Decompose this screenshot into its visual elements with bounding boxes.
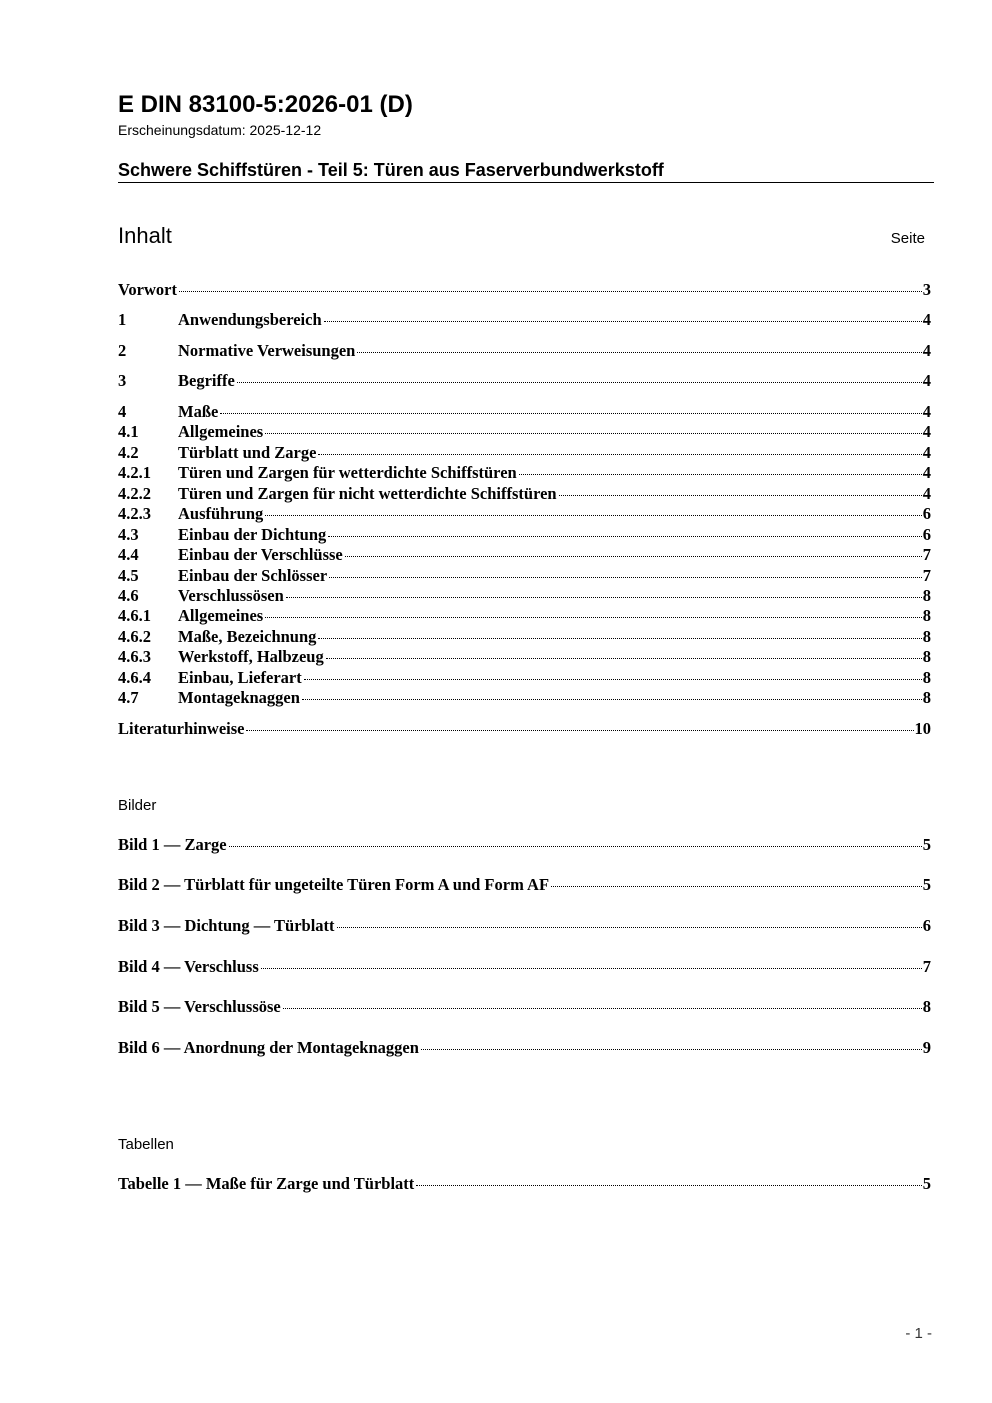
document-title: Schwere Schiffstüren - Teil 5: Türen aus Faserverbundwerkstoff bbox=[118, 160, 664, 180]
toc-page: 4 bbox=[922, 422, 931, 441]
dot-leader bbox=[302, 699, 922, 700]
toc-page: 8 bbox=[922, 668, 931, 687]
toc-title: Werkstoff, Halbzeug bbox=[178, 647, 324, 666]
table-title: Tabelle 1 — Maße für Zarge und Türblatt bbox=[118, 1174, 415, 1193]
toc-title: Ausführung bbox=[178, 504, 264, 523]
toc-page: 4 bbox=[922, 402, 931, 421]
figure-page: 6 bbox=[922, 916, 931, 935]
toc-title: Montageknaggen bbox=[178, 688, 300, 707]
dot-leader bbox=[318, 454, 921, 455]
page-column-label: Seite bbox=[890, 230, 925, 247]
toc-entry[interactable] bbox=[118, 586, 931, 606]
figure-entry[interactable] bbox=[118, 1038, 931, 1058]
toc-entry[interactable] bbox=[118, 627, 931, 647]
toc-entry[interactable] bbox=[118, 545, 931, 565]
figure-page: 5 bbox=[922, 875, 931, 894]
figure-title: Bild 2 — Türblatt für ungeteilte Türen Form A und Form AF bbox=[118, 875, 550, 894]
page-number: - 1 - bbox=[905, 1325, 932, 1342]
publication-date: Erscheinungsdatum: 2025-12-12 bbox=[118, 122, 322, 138]
dot-leader bbox=[421, 1049, 922, 1050]
toc-number: 4.2 bbox=[118, 443, 139, 462]
dot-leader bbox=[229, 846, 922, 847]
toc-number: 4 bbox=[118, 402, 127, 421]
toc-entry[interactable] bbox=[118, 688, 931, 708]
dot-leader bbox=[265, 617, 922, 618]
toc-page: 4 bbox=[922, 371, 931, 390]
dot-leader bbox=[329, 577, 922, 578]
contents-heading: Inhalt bbox=[118, 223, 172, 248]
toc-page: 8 bbox=[922, 627, 931, 646]
toc-title: Einbau der Verschlüsse bbox=[178, 545, 343, 564]
table-entry[interactable] bbox=[118, 1174, 931, 1194]
dot-leader bbox=[246, 730, 913, 731]
toc-title: Maße bbox=[178, 402, 219, 421]
toc-entry[interactable] bbox=[118, 525, 931, 545]
dot-leader bbox=[283, 1008, 922, 1009]
figure-entry[interactable] bbox=[118, 957, 931, 977]
toc-page: 4 bbox=[922, 443, 931, 462]
toc-title: Türen und Zargen für wetterdichte Schiffstüren bbox=[178, 463, 517, 482]
toc-entry[interactable] bbox=[118, 341, 931, 361]
dot-leader bbox=[337, 927, 922, 928]
figures-heading: Bilder bbox=[118, 797, 157, 814]
figure-entry[interactable] bbox=[118, 875, 931, 895]
dot-leader bbox=[357, 352, 921, 353]
figure-title: Bild 6 — Anordnung der Montageknaggen bbox=[118, 1038, 419, 1057]
toc-title: Anwendungsbereich bbox=[178, 310, 322, 329]
dot-leader bbox=[318, 638, 921, 639]
figure-entry[interactable] bbox=[118, 916, 931, 936]
toc-page: 8 bbox=[922, 688, 931, 707]
dot-leader bbox=[237, 382, 922, 383]
figure-page: 9 bbox=[922, 1038, 931, 1057]
toc-title: Verschlussösen bbox=[178, 586, 284, 605]
toc-number: 4.5 bbox=[118, 566, 139, 585]
toc-number: 4.2.1 bbox=[118, 463, 151, 482]
toc-number: 4.2.2 bbox=[118, 484, 151, 503]
toc-title: Vorwort bbox=[118, 280, 177, 299]
figure-title: Bild 1 — Zarge bbox=[118, 835, 227, 854]
toc-title: Allgemeines bbox=[178, 606, 264, 625]
dot-leader bbox=[220, 413, 921, 414]
toc-title: Maße, Bezeichnung bbox=[178, 627, 317, 646]
toc-title: Normative Verweisungen bbox=[178, 341, 356, 360]
toc-entry[interactable] bbox=[118, 443, 931, 463]
toc-entry[interactable] bbox=[118, 719, 931, 739]
toc-title: Einbau der Schlösser bbox=[178, 566, 328, 585]
toc-number: 4.6.2 bbox=[118, 627, 151, 646]
toc-entry[interactable] bbox=[118, 422, 931, 442]
toc-page: 7 bbox=[922, 545, 931, 564]
toc-entry[interactable] bbox=[118, 280, 931, 300]
toc-entry[interactable] bbox=[118, 504, 931, 524]
figure-page: 8 bbox=[922, 997, 931, 1016]
dot-leader bbox=[324, 321, 922, 322]
toc-entry[interactable] bbox=[118, 668, 931, 688]
toc-number: 4.6 bbox=[118, 586, 139, 605]
dot-leader bbox=[326, 658, 922, 659]
toc-title: Einbau, Lieferart bbox=[178, 668, 302, 687]
toc-page: 4 bbox=[922, 310, 931, 329]
toc-page: 4 bbox=[922, 341, 931, 360]
toc-number: 4.7 bbox=[118, 688, 139, 707]
toc-page: 7 bbox=[922, 566, 931, 585]
document-id: E DIN 83100-5:2026-01 (D) bbox=[118, 91, 413, 118]
dot-leader bbox=[559, 495, 922, 496]
dot-leader bbox=[265, 515, 921, 516]
toc-entry[interactable] bbox=[118, 402, 931, 422]
title-divider bbox=[118, 182, 934, 183]
toc-title: Türen und Zargen für nicht wetterdichte Schiffstüren bbox=[178, 484, 557, 503]
toc-number: 4.6.4 bbox=[118, 668, 151, 687]
toc-page: 6 bbox=[922, 504, 931, 523]
toc-page: 10 bbox=[914, 719, 931, 738]
dot-leader bbox=[265, 433, 922, 434]
toc-entry[interactable] bbox=[118, 371, 931, 391]
toc-page: 8 bbox=[922, 647, 931, 666]
dot-leader bbox=[261, 968, 922, 969]
figure-page: 5 bbox=[922, 835, 931, 854]
toc-number: 1 bbox=[118, 310, 127, 329]
toc-page: 4 bbox=[922, 463, 931, 482]
dot-leader bbox=[519, 474, 922, 475]
toc-number: 4.4 bbox=[118, 545, 139, 564]
table-page: 5 bbox=[922, 1174, 931, 1193]
figure-page: 7 bbox=[922, 957, 931, 976]
figure-title: Bild 3 — Dichtung — Türblatt bbox=[118, 916, 335, 935]
dot-leader bbox=[345, 556, 922, 557]
toc-title: Einbau der Dichtung bbox=[178, 525, 327, 544]
dot-leader bbox=[179, 291, 922, 292]
figure-title: Bild 5 — Verschlussöse bbox=[118, 997, 281, 1016]
dot-leader bbox=[551, 886, 922, 887]
toc-entry[interactable] bbox=[118, 566, 931, 586]
toc-entry[interactable] bbox=[118, 310, 931, 330]
toc-number: 4.6.3 bbox=[118, 647, 151, 666]
figure-entry[interactable] bbox=[118, 997, 931, 1017]
toc-entry[interactable] bbox=[118, 484, 931, 504]
figure-entry[interactable] bbox=[118, 835, 931, 855]
toc-number: 2 bbox=[118, 341, 127, 360]
toc-number: 4.1 bbox=[118, 422, 139, 441]
toc-number: 4.2.3 bbox=[118, 504, 151, 523]
dot-leader bbox=[416, 1185, 921, 1186]
toc-number: 4.3 bbox=[118, 525, 139, 544]
toc-title: Begriffe bbox=[178, 371, 235, 390]
toc-entry[interactable] bbox=[118, 647, 931, 667]
toc-page: 8 bbox=[922, 606, 931, 625]
toc-page: 6 bbox=[922, 525, 931, 544]
toc-number: 3 bbox=[118, 371, 127, 390]
dot-leader bbox=[304, 679, 922, 680]
dot-leader bbox=[328, 536, 922, 537]
toc-page: 3 bbox=[922, 280, 931, 299]
toc-entry[interactable] bbox=[118, 463, 931, 483]
tables-heading: Tabellen bbox=[118, 1136, 174, 1153]
toc-title: Türblatt und Zarge bbox=[178, 443, 317, 462]
toc-number: 4.6.1 bbox=[118, 606, 151, 625]
dot-leader bbox=[286, 597, 922, 598]
toc-entry[interactable] bbox=[118, 606, 931, 626]
toc-page: 8 bbox=[922, 586, 931, 605]
toc-title: Literaturhinweise bbox=[118, 719, 245, 738]
toc-page: 4 bbox=[922, 484, 931, 503]
figure-title: Bild 4 — Verschluss bbox=[118, 957, 259, 976]
toc-title: Allgemeines bbox=[178, 422, 264, 441]
